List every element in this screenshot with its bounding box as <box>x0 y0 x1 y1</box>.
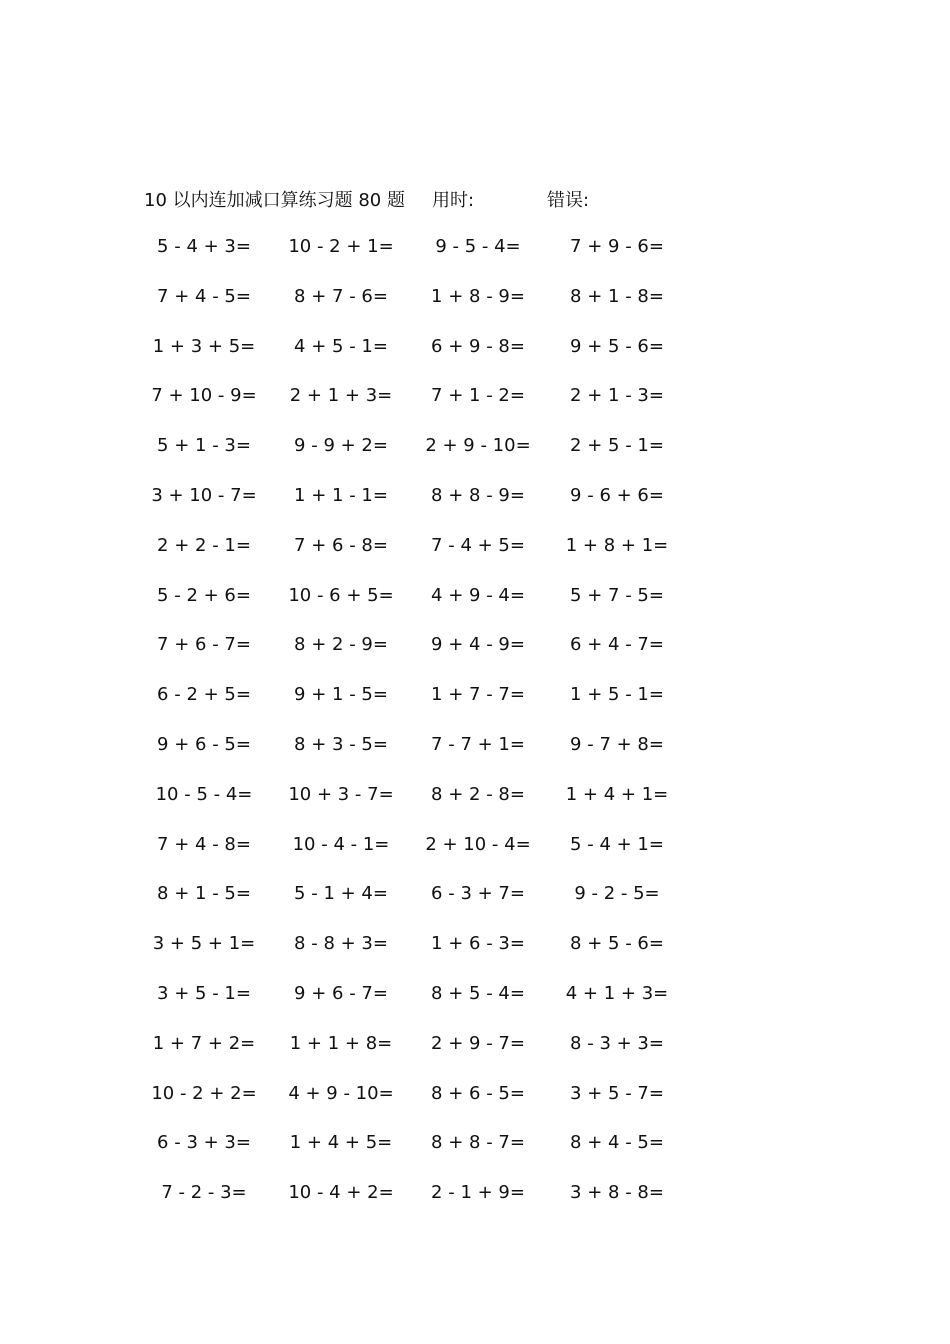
problem-row <box>0 1182 950 1232</box>
math-problem: 1 + 4 + 1= <box>565 783 669 805</box>
problem-row <box>0 983 950 1033</box>
math-problem: 6 + 9 - 8= <box>431 335 525 357</box>
problem-row <box>0 236 950 286</box>
math-problem: 9 + 6 - 5= <box>157 733 251 755</box>
worksheet-title: 10 以内连加减口算练习题 80 题 <box>144 190 405 211</box>
problem-row <box>0 684 950 734</box>
problem-row <box>0 485 950 535</box>
math-problem: 1 + 1 + 8= <box>289 1032 393 1054</box>
time-label: 用时: <box>432 190 475 211</box>
math-problem: 10 - 2 + 1= <box>288 236 394 257</box>
math-problem: 8 - 3 + 3= <box>570 1032 664 1054</box>
math-problem: 1 + 4 + 5= <box>289 1132 393 1154</box>
math-problem: 2 + 10 - 4= <box>425 833 531 855</box>
math-problem: 5 + 1 - 3= <box>157 435 251 457</box>
math-problem: 9 - 2 - 5= <box>574 883 660 905</box>
math-problem: 9 - 9 + 2= <box>294 435 388 457</box>
math-problem: 8 + 5 - 6= <box>570 933 664 955</box>
math-problem: 9 - 6 + 6= <box>570 484 664 506</box>
math-problem: 8 + 8 - 9= <box>431 484 525 506</box>
math-problem: 5 - 4 + 3= <box>157 236 251 257</box>
math-problem: 8 - 8 + 3= <box>294 933 388 955</box>
problem-row <box>0 834 950 884</box>
math-problem: 4 + 5 - 1= <box>294 335 388 357</box>
math-problem: 6 - 2 + 5= <box>157 684 251 706</box>
problem-row <box>0 883 950 933</box>
math-problem: 6 + 4 - 7= <box>570 634 664 656</box>
problem-row <box>0 734 950 784</box>
problem-row <box>0 634 950 684</box>
math-problem: 5 - 4 + 1= <box>570 833 664 855</box>
math-problem: 5 - 1 + 4= <box>294 883 388 905</box>
problem-row <box>0 1033 950 1083</box>
math-problem: 10 - 2 + 2= <box>151 1082 257 1104</box>
math-problem: 4 + 9 - 10= <box>288 1082 394 1104</box>
problem-row <box>0 385 950 435</box>
math-problem: 6 - 3 + 7= <box>431 883 525 905</box>
math-problem: 7 + 10 - 9= <box>151 385 257 407</box>
math-problem: 3 + 5 + 1= <box>152 933 256 955</box>
worksheet-header <box>0 186 950 214</box>
math-problem: 1 + 3 + 5= <box>152 335 256 357</box>
math-problem: 9 + 5 - 6= <box>570 335 664 357</box>
math-problem: 9 + 1 - 5= <box>294 684 388 706</box>
problem-row <box>0 286 950 336</box>
math-problem: 7 + 6 - 8= <box>294 534 388 556</box>
problem-row <box>0 933 950 983</box>
math-problem: 10 + 3 - 7= <box>288 783 394 805</box>
math-problem: 1 + 6 - 3= <box>431 933 525 955</box>
math-problem: 4 + 9 - 4= <box>431 584 525 606</box>
math-problem: 7 - 4 + 5= <box>431 534 525 556</box>
problem-grid <box>0 236 950 1232</box>
math-problem: 8 + 1 - 5= <box>157 883 251 905</box>
math-problem: 8 + 8 - 7= <box>431 1132 525 1154</box>
problem-row <box>0 435 950 485</box>
math-problem: 9 - 7 + 8= <box>570 733 664 755</box>
math-problem: 8 + 1 - 8= <box>570 285 664 307</box>
math-problem: 2 + 1 + 3= <box>289 385 393 407</box>
math-problem: 7 + 9 - 6= <box>570 236 664 257</box>
math-problem: 1 + 8 + 1= <box>565 534 669 556</box>
math-problem: 7 - 7 + 1= <box>431 733 525 755</box>
math-problem: 4 + 1 + 3= <box>565 982 669 1004</box>
math-problem: 7 + 4 - 8= <box>157 833 251 855</box>
math-problem: 8 + 7 - 6= <box>294 285 388 307</box>
math-problem: 1 + 7 - 7= <box>431 684 525 706</box>
math-problem: 5 - 2 + 6= <box>157 584 251 606</box>
math-problem: 10 - 4 + 2= <box>288 1182 394 1204</box>
math-problem: 9 - 5 - 4= <box>435 236 521 257</box>
math-problem: 10 - 5 - 4= <box>155 783 253 805</box>
math-problem: 9 + 4 - 9= <box>431 634 525 656</box>
problem-row <box>0 585 950 635</box>
math-problem: 2 + 9 - 7= <box>431 1032 525 1054</box>
math-problem: 1 + 7 + 2= <box>152 1032 256 1054</box>
math-problem: 8 + 2 - 9= <box>294 634 388 656</box>
math-problem: 1 + 8 - 9= <box>431 285 525 307</box>
math-problem: 8 + 6 - 5= <box>431 1082 525 1104</box>
problem-row <box>0 1083 950 1133</box>
math-problem: 9 + 6 - 7= <box>294 982 388 1004</box>
problem-row <box>0 784 950 834</box>
math-problem: 8 + 5 - 4= <box>431 982 525 1004</box>
math-problem: 7 + 1 - 2= <box>431 385 525 407</box>
math-problem: 2 + 5 - 1= <box>570 435 664 457</box>
math-problem: 1 + 5 - 1= <box>570 684 664 706</box>
math-problem: 7 + 6 - 7= <box>157 634 251 656</box>
math-problem: 2 + 1 - 3= <box>570 385 664 407</box>
errors-label: 错误: <box>547 190 590 211</box>
math-problem: 6 - 3 + 3= <box>157 1132 251 1154</box>
math-problem: 8 + 2 - 8= <box>431 783 525 805</box>
math-problem: 8 + 4 - 5= <box>570 1132 664 1154</box>
math-problem: 3 + 5 - 7= <box>570 1082 664 1104</box>
math-problem: 1 + 1 - 1= <box>294 484 388 506</box>
math-problem: 7 + 4 - 5= <box>157 285 251 307</box>
math-problem: 7 - 2 - 3= <box>161 1182 247 1204</box>
math-problem: 3 + 10 - 7= <box>151 484 257 506</box>
math-problem: 10 - 4 - 1= <box>292 833 390 855</box>
problem-row <box>0 336 950 386</box>
math-problem: 3 + 5 - 1= <box>157 982 251 1004</box>
math-problem: 5 + 7 - 5= <box>570 584 664 606</box>
math-problem: 8 + 3 - 5= <box>294 733 388 755</box>
math-problem: 2 - 1 + 9= <box>431 1182 525 1204</box>
problem-row <box>0 1132 950 1182</box>
problem-row <box>0 535 950 585</box>
math-problem: 2 + 2 - 1= <box>157 534 251 556</box>
math-problem: 3 + 8 - 8= <box>570 1182 664 1204</box>
math-problem: 2 + 9 - 10= <box>425 435 531 457</box>
math-problem: 10 - 6 + 5= <box>288 584 394 606</box>
